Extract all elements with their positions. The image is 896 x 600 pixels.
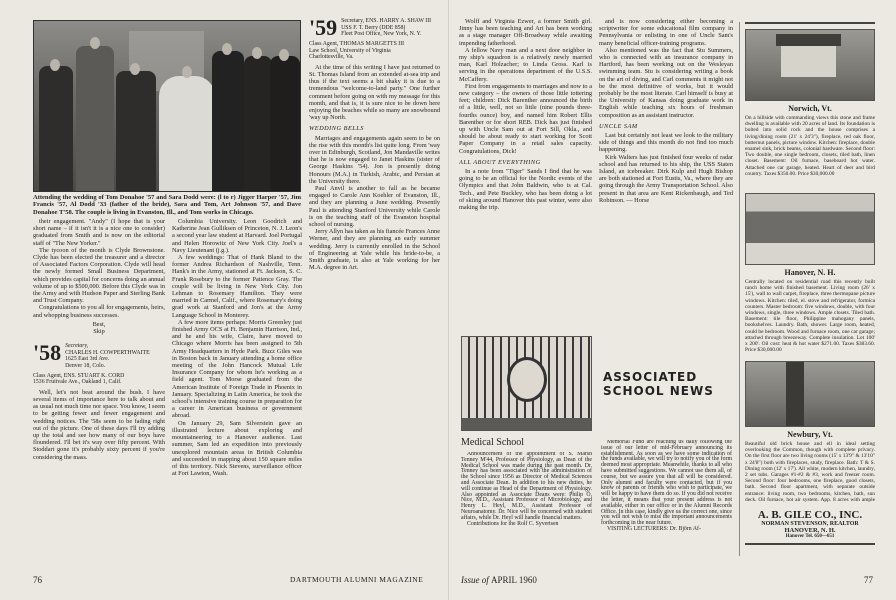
listing (745, 361, 875, 503)
paragraph: their engagement. "Andy" (I hope that is your short name – if it isn't it is a nice one to consider) graduated from Smith and is now on the editorial staff of "The New Yorker." (33, 218, 165, 247)
section-heading: WEDDING BELLS (309, 125, 364, 133)
paragraph: and is now considering either becoming a scriptwriter for some educational film company in Pennsylvania or enlisting in one of Uncle Sam's many beneficial officer-training programs. (599, 18, 733, 47)
paragraph: A fellow Navy man and a next door neighbor in my ship's squadron is a relatively newly married man, Karl Holzacher; to Linda Gross. Karl is serving in the operations department of the U.S.S. McCaffery. (459, 46, 592, 83)
class-58-header (33, 340, 165, 370)
paragraph: Also mentioned was the fact that Stu Summers, who is connected with an insurance company in Hartford, has been working out on the Wesleyan swimming team. Stu is considering writing a book on the art of diving, and Carl comments it might not be the most definitive of works, but it would probably be the most literate. Carl himself is busy at the University of Kansas doing graduate work in English while teaching six hours of freshman composition as an assistant instructor. (599, 46, 733, 119)
paragraph: A few weddings: That of Hank Bland to the former Andrea Richardson of Nashville, Tenn. Hank's in the Army, stationed at Ft. Jackson, S. C. Frank Rosebury to the former Patience Gray. The couple will be living in New York City. Jon Lehman to Rosemary Hamilton. They were married in Carmel, Calif., where Rosemary's doing grad work at Stanford and Jon's at the Army Language School in Monterey. (172, 254, 302, 319)
listing (745, 29, 875, 187)
medical-column-1 (461, 452, 592, 570)
column-3 (309, 18, 440, 570)
listing (745, 193, 875, 357)
photo-caption: Attending the wedding of Tom Donahoe '57 and Sara Dodd were: (l to r) Jigger Harper '57, Jim Francis '57, Al Dodd '33 (father of the bride), Sara and Tom, Art Johnson '57, and Dave Donahoe T'58. The couple is living in Evanston, Ill., and Tom works in Chicago. (33, 194, 301, 216)
company-name: A. B. GILE CO., INC. (757, 509, 863, 521)
title-line: SCHOOL NEWS (603, 384, 714, 398)
wedding-photo (33, 20, 301, 192)
listing-text: On a hillside with commanding views this stone and frame dwelling is available with 20 acres of land. Its foundation is bolted into solid rock and the house comprises a living/dining room (21' x 24'3"), fireplace, red oak floor, butternut panels, picture window. Kitchen: fireplace, double enamel sink, brick beams, colonial hardware. Second floor: Two double, one single bedroom, closets, tiled bath, linen closet. Basement: Oil furnace, baseboard hot water. Attached one car garage, heated. Heart of deer and bird country. Taxes $350.00. Price $30,000.00 (745, 115, 875, 177)
listing-title: Newbury, Vt. (787, 430, 833, 439)
class-agent-address: Charlottesville, Va. (309, 54, 354, 61)
agency-phone: Hanover Tel. 650—651 (785, 534, 835, 539)
paragraph: First from engagements to marriages and now to a new category – the owners of those little tottering feet; children: Dick Barenther announced the birth of a little, well, not so little (nine pounds three-fourths ounce) boy, and named him Robert Ellis Barenther or for short REB. Dick has just finished up with Uncle Sam out at Fort Sill, Okla., and should be about ready to start working for Scott Paper Company in a retail sales capacity. Congratulations, Dick! (459, 82, 592, 155)
paragraph: Announcement of the appointment of S. Marsh Tenney M'44, Professor of Physiology, as Dean of the Medical School was made during the past month. Dr. Tenney has been associated with the administration of the School since 1956 as Director of Medical Sciences and Associate Dean. In addition to his new duties, he will continue as Head of the Department of Physiology. Also appointed as Associate Deans were: Philip O. Nice, M.D., Assistant Professor of Microbiology, and Henry L. Heyl, M.D., Assistant Professor of Neuroanatomy. Dr. Nice will be concerned with student affairs, while Dr. Heyl will handle financial matters. (461, 452, 592, 521)
page-number: 77 (864, 575, 873, 585)
school-news-title (603, 370, 714, 398)
secretary-label: Secretary, (65, 343, 89, 350)
issue-label: Issue of (461, 575, 489, 585)
right-page (448, 0, 896, 600)
section-heading: UNCLE SAM (599, 122, 638, 130)
address: Denver 18, Colo. (65, 363, 106, 370)
medical-school-heading: Medical School (461, 437, 525, 448)
medical-column-2 (601, 440, 732, 571)
signoff-name: Skip (93, 328, 105, 336)
title-line: ASSOCIATED (603, 370, 698, 384)
house-photo (745, 193, 875, 265)
paragraph: Columbia University. Leon Goodrich and Katherine Jean Gulliksen of Princeton, N. J. Leon's a second year law student at Harvard. Joel Portugal and Helen Horowitz of New York City. Joel's a Navy Lieutenant (j.g.). (172, 218, 302, 254)
address: Fleet Post Office, New York, N. Y. (341, 31, 422, 38)
class-59-header (309, 18, 440, 38)
paragraph: At the time of this writing I have just returned to St. Thomas Island from an extended at-sea trip and thus if the text seems a bit shaky it is due to a tremendous "welcome-to-land party." One further comment before going on with my message for this month, and that is, it is sure nice to be down here enjoying the beaches while so many are snowbound 'way up North. (309, 63, 440, 122)
issue-date-value: APRIL 1960 (491, 575, 537, 585)
listing-title: Hanover, N. H. (784, 268, 836, 277)
paragraph: Wolff and Virginia Ezwer, a former Smith girl. Jinny has been teaching and Art has been working as a stage manager Off-Broadway while awaiting impending fatherhood. (459, 18, 592, 47)
address: 1625 East 3rd Ave. (65, 356, 110, 363)
column-a (459, 18, 592, 328)
paragraph: Paul Anvil is another to fall as he became engaged to Carole Ann Koehler of Evanston, Ill., and they are planning a June wedding. Presently Paul is attending Stanford University while Carole is on the teaching staff of the Evanston hospital school of nursing. (309, 185, 440, 229)
house-photo (745, 29, 875, 101)
secretary-name: Secretary, ENS. HARRY A. SHAW III (341, 18, 432, 24)
page-number: 76 (33, 575, 42, 585)
gate-illustration (461, 336, 592, 431)
paragraph: VISITING LECTURERS: Dr. Björn Af- (607, 525, 701, 532)
paragraph: A few more items perhaps: Morris Greenley just finished Army OCS at Ft. Benjamin Harrison, Ind., and he and his wife, Claire, have moved to Chicago where Morris has been assigned to 5th Army Headquarters in Hyde Park. Buzz Giles was in Boston back in January attending a home office meeting of the John Hancock Mutual Life Insurance Company for whom he's working as a field agent. Tom Morse graduated from the American Institute of Foreign Trade in Phoenix in January. Specializing in Latin America, he took the school's intensive training course in preparation for a career in American business or government abroad. (172, 318, 302, 420)
magazine-name: DARTMOUTH ALUMNI MAGAZINE (290, 575, 424, 584)
address: USS F. T. Berry (DDE 858) (341, 24, 406, 31)
agency-block (745, 509, 875, 545)
class-agent: Class Agent, ENS. STUART K. CORD (33, 372, 125, 379)
listing-text: Centrally located on residential road this recently built ranch home with finished basement. Living room (26' x 15'), wall to wall carpet, fireplace, three thermopane picture windows. Kitchen: tiled, el. stove and refrigerator, formica counters. Master bedroom: five windows, double, with four windows, single, three windows. Ample closets. Tiled bath. Basement: tile floor, Philippine mahogany panels, bookshelves. Laundry. Bath, shower. Large room, heated, could be bedroom. Wood and furnace room, one car garage; attached through breezeway. Complete insulation. Lot 100' x 200'. Oil cost: heat & hot water $271.00. Taxes $383.60. Price $30,000.00 (745, 279, 875, 354)
column-b (599, 18, 733, 328)
column-2 (172, 218, 302, 568)
issue-date (461, 575, 537, 585)
class-agent: Class Agent, THOMAS MARGETTS III (309, 41, 405, 47)
paragraph: Well, let's not beat around the bush. I have several items of importance here to talk about and as usual not much time nor space. You know, I seem to be getting fewer and fewer engagement and wedding notices. The '58s seem to be fading right out of the picture. One of these days I'll try adding up the total and see how many of our boys have floundered. I'll bet it's way over fifty percent. With Stoddart gone it's probably sixty percent if you're considering the mass. (33, 388, 165, 461)
house-photo (745, 361, 875, 427)
class-agent-address: 1536 Fruitvale Ave., Oakland 1, Calif. (33, 379, 122, 386)
paragraph: The tycoon of the month is Clyde Brownstone. Clyde has been elected the treasurer and a director of Associated Factors Corporation. Clyde will head the newly formed Small Business Department, which provides capital for concerns doing an annual volume of up to $500,000. Before this Clyde was in the Army and with Hudson Paper and Sterling Bank and Trust Company. (33, 246, 165, 305)
signoff: Best, (92, 320, 106, 328)
paragraph: Contributions for the Rolf C. Syvertsen (467, 520, 559, 527)
paragraph: Congratulations to you all for engagements, heirs, and whopping business successes. (33, 304, 165, 319)
column-1 (33, 218, 165, 568)
paragraph: Jerry Allyn has taken as his fiancée Frances Anne Werner, and they are planning an early summer wedding. Jerry is currently enrolled in the School of Engineering at Yale while his bride-to-be, a Smith graduate, is also at Yale working for her M.A. degree in Art. (309, 228, 440, 272)
section-heading: ALL ABOUT EVERYTHING (459, 158, 541, 166)
paragraph: In a note from "Tiger" Sands I find that he was going to be an official for the Nordic events of the Olympics and that John Baldwin, who is at Cal. Tech., and Pete Buckley, who has been doing a lot of skiing around Hanover this past winter, were also making the trip. (459, 168, 592, 212)
paragraph: Memorial Fund are reaching us daily following the issue of our letter of mid-February announcing its establishment. As soon as we have some indication of the funds available, we will try to notify you of the form deemed most appropriate. Meanwhile, thanks to all who have submitted suggestions. We cannot use them all, of course, but we assure you that all will be considered. Only alumni and faculty were contacted, but if you know of parents or friends who wish to participate, we will be happy to have them do so. If you did not receive the letter, it means that your present address is not available, either in our office or in the Alumni Records Office. In this case, kindly give us the correct one, since you will not wish to miss the important announcements forthcoming in the near future. (601, 440, 732, 527)
paragraph: Marriages and engagements again seem to be on the rise with this month's list quite long. From 'way over in Edinburgh, Scotland, Jon Mandaville writes that he is now engaged to Janet Haskins (sister of George Haskins '54). Jon is presently doing Honours (M.A.) in Turkish, Arabic, and Persian at the University there. (309, 134, 440, 185)
agency-location: HANOVER, N. H. (784, 527, 836, 534)
paragraph: Kirk Walters has just finished four weeks of radar school and has returned to his ship, the USS Staten Island, an icebreaker. Dirk Kulp and Hugh Bishop are both stationed at Fort Eustis, Va., where they are going through the Army Transportation School. Also present in that area are Kent Rickenbaugh, and Ted Robinson. — Horse (599, 153, 733, 204)
real-estate-ad (739, 22, 875, 556)
paragraph: Last but certainly not least we look to the military side of things and this month do not find too much happening. (599, 132, 733, 154)
secretary-name: CHARLES H. COWPERTHWAITE (65, 349, 150, 356)
class-agent-address: Law School, University of Virginia (309, 47, 391, 54)
listing-text: Beautiful old brick house and ell in ideal setting overlooking the Common, though with complete privacy. On the first floor are two living rooms (15' x 13'9" & 13'10" x 24'8") both with fireplaces, study, fireplace. Bath: T & S. Dining room (12' x 17'). All white, modern kitchen, laundry, 2 set tubs. Garages #1-#2 & #3, work and freezer room. Second floor: four bedrooms, one fireplace, good closets, bath. Second floor apartment, with separate outside entrance: living room, two bedrooms, kitchen, bath, sun deck. Oil furnace, hot air system. App. 8 acres with ample (745, 441, 875, 503)
listing-title: Norwich, Vt. (788, 104, 832, 113)
class-year: '58 (33, 340, 62, 366)
realtor-name: NORMAN STEVENSON, REALTOR (761, 521, 859, 527)
paragraph: On January 29, Sam Silverstein gave an illustrated lecture about exploring and mountaineering to a Hanover audience. Last summer, Sam led an expedition into previously unexplored mountain areas in British Columbia and succeeded in mapping about 150 square miles of this territory. Nick Stevens, surveillance officer at Fort Lawton, Wash. (172, 419, 302, 478)
class-year: '59 (309, 18, 338, 40)
